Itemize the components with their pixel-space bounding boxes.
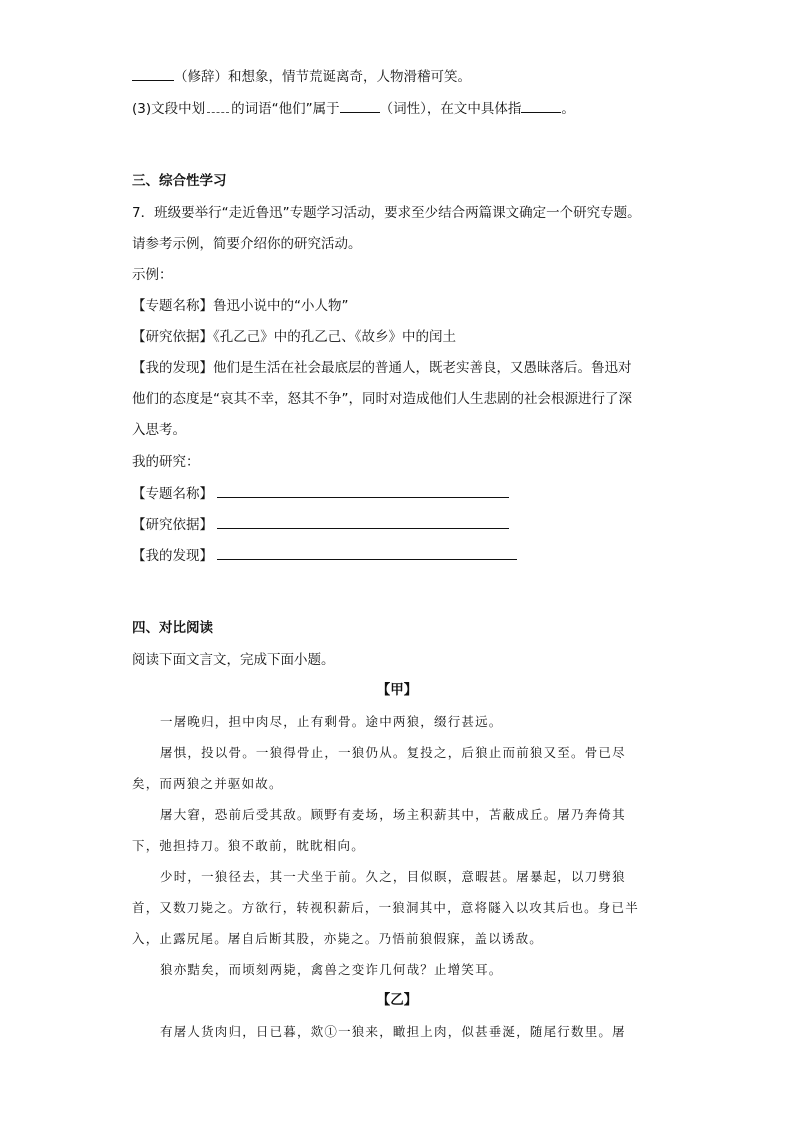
jia-line: 一屠晚归，担中肉尽，止有剩骨。途中两狼，缀行甚远。 (160, 714, 503, 729)
q6-part3-end: 。 (561, 101, 575, 117)
jia-line: 下，弛担持刀。狼不敢前，眈眈相向。 (132, 838, 365, 853)
passage-jia-title: 【甲】 (376, 682, 418, 698)
my-topic-label: 【专题名称】 (132, 486, 213, 502)
section4-instruction: 阅读下面文言文，完成下面小题。 (132, 652, 335, 668)
q6-part3-mid: 的词语“他们”属于 (231, 101, 340, 117)
my-finding-answer-line[interactable] (217, 545, 517, 560)
jia-line: 屠惧，投以骨。一狼得骨止，一狼仍从。复投之，后狼止而前狼又至。骨已尽 (160, 745, 626, 760)
my-topic-row (132, 483, 509, 504)
jia-line: 屠大窘，恐前后受其敌。顾野有麦场，场主积薪其中，苫蔽成丘。屠乃奔倚其 (160, 807, 626, 822)
underline-mark (207, 100, 229, 113)
jia-line: 入，止露尻尾。屠自后断其股，亦毙之。乃悟前狼假寐，盖以诱敌。 (132, 931, 544, 946)
passage-yi-title: 【乙】 (376, 992, 418, 1008)
q7-line1: 7．班级要举行“走近鲁迅”专题学习活动，要求至少结合两篇课文确定一个研究专题。 (132, 205, 641, 221)
q7-line2: 请参考示例，简要介绍你的研究活动。 (132, 236, 362, 252)
jia-line: 狼亦黠矣，而顷刻两毙，禽兽之变诈几何哉？止增笑耳。 (160, 962, 503, 977)
answer-blank[interactable] (132, 66, 174, 81)
my-research-label: 我的研究： (132, 454, 200, 470)
my-basis-label: 【研究依据】 (132, 517, 213, 533)
example-finding-line3: 入思考。 (132, 422, 186, 438)
example-finding-line1: 【我的发现】他们是生活在社会最底层的普通人，既老实善良，又愚昧落后。鲁迅对 (132, 360, 632, 376)
my-finding-row (132, 545, 517, 566)
q6-part3-prefix: (3)文段中划 (132, 101, 206, 117)
q6-part2-tail-line (132, 66, 471, 87)
section4-title: 四、对比阅读 (132, 620, 213, 636)
my-basis-row (132, 514, 509, 535)
section3-title: 三、综合性学习 (132, 173, 227, 189)
my-finding-label: 【我的发现】 (132, 548, 213, 564)
yi-line: 有屠人货肉归，日已暮，欻①一狼来，瞰担上肉，似甚垂涎，随尾行数里。屠 (160, 1024, 626, 1039)
my-topic-answer-line[interactable] (217, 483, 509, 498)
jia-line: 矣，而两狼之并驱如故。 (132, 776, 283, 791)
example-finding-line2: 他们的态度是“哀其不幸，怒其不争”，同时对造成他们人生悲剧的社会根源进行了深 (132, 391, 632, 407)
example-basis: 【研究依据】《孔乙己》中的孔乙己、《故乡》中的闰土 (132, 329, 456, 345)
answer-blank-part-of-speech[interactable] (340, 98, 380, 113)
jia-line: 首，又数刀毙之。方欲行，转视积薪后，一狼洞其中，意将隧入以攻其后也。身已半 (132, 900, 639, 915)
q6-part3-mid2: （词性），在文中具体指 (379, 101, 522, 117)
jia-line: 少时，一狼径去，其一犬坐于前。久之，目似瞑，意暇甚。屠暴起，以刀劈狼 (160, 869, 626, 884)
q6-part3-line (132, 98, 575, 119)
example-label: 示例： (132, 267, 173, 283)
example-topic: 【专题名称】鲁迅小说中的“小人物” (132, 298, 349, 314)
my-basis-answer-line[interactable] (217, 514, 509, 529)
answer-blank-referent[interactable] (521, 98, 561, 113)
q6-part2-tail-text: （修辞）和想象，情节荒诞离奇，人物滑稽可笑。 (174, 69, 471, 85)
